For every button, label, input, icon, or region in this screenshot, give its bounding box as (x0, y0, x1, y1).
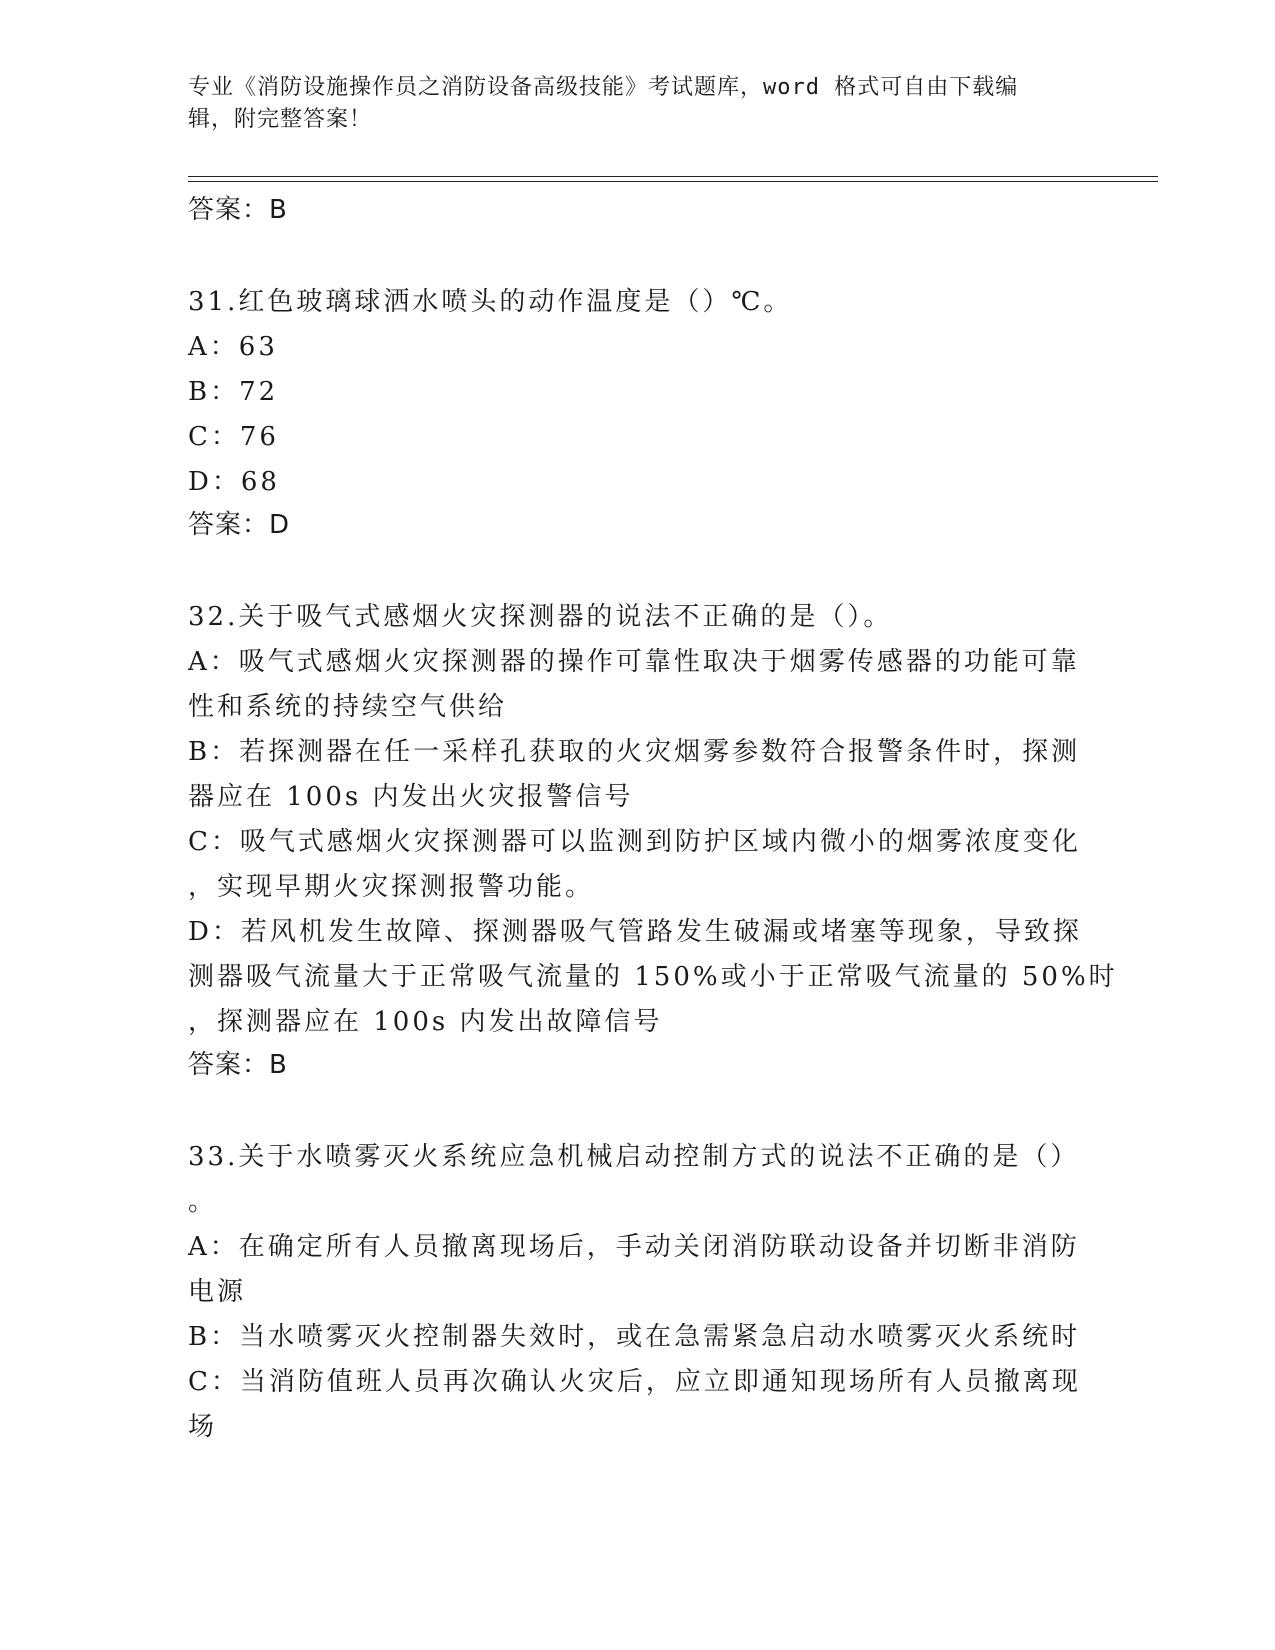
option-line: C：当消防值班人员再次确认火灾后，应立即通知现场所有人员撤离现 (188, 1367, 1081, 1397)
spacer (188, 235, 1078, 280)
option-d (188, 910, 1118, 1045)
option-a (188, 1225, 1078, 1315)
question-list (188, 190, 1118, 1450)
question-31 (188, 280, 1078, 550)
option-line: B：当水喷雾灭火控制器失效时，或在急需紧急启动水喷雾灭火系统时 (188, 1322, 1081, 1352)
option-b (188, 730, 1081, 820)
option-a (188, 640, 1078, 730)
spacer (188, 550, 1078, 595)
option-line: B：若探测器在任一采样孔获取的火灾烟雾参数符合报警条件时，探测 (188, 737, 1081, 767)
option-line: A：在确定所有人员撤离现场后，手动关闭消防联动设备并切断非消防 (188, 1232, 1080, 1262)
question-stem: 33.关于水喷雾灭火系统应急机械启动控制方式的说法不正确的是（） (188, 1142, 1080, 1172)
header-line-1: 专业《消防设施操作员之消防设备高级技能》考试题库，word 格式可自由下载编 (188, 75, 1019, 100)
option-line: ，探测器应在 100s 内发出故障信号 (188, 1007, 663, 1037)
option-a: A：63 (188, 332, 278, 362)
option-line: 电源 (188, 1277, 247, 1307)
spacer (188, 1090, 1078, 1135)
page-header (188, 72, 1068, 136)
option-line: 测器吸气流量大于正常吸气流量的 150%或小于正常吸气流量的 50%时 (188, 962, 1118, 992)
question-33 (188, 1135, 1081, 1450)
question-stem: 。 (188, 1187, 218, 1217)
option-line: A：吸气式感烟火灾探测器的操作可靠性取决于烟雾传感器的功能可靠 (188, 647, 1080, 677)
header-divider (188, 176, 1158, 182)
option-d: D：68 (188, 467, 280, 497)
question-stem: 31.红色玻璃球洒水喷头的动作温度是（）℃。 (188, 287, 793, 317)
answer: 答案：D (188, 510, 291, 540)
option-line: C：吸气式感烟火灾探测器可以监测到防护区域内微小的烟雾浓度变化 (188, 827, 1081, 857)
option-c: C：76 (188, 422, 279, 452)
option-line: D：若风机发生故障、探测器吸气管路发生破漏或堵塞等现象，导致探 (188, 917, 1082, 947)
answer: 答案：B (188, 1050, 288, 1080)
option-line: 场 (188, 1412, 218, 1442)
option-line: 性和系统的持续空气供给 (188, 692, 508, 722)
question-32 (188, 595, 1118, 1090)
option-line: ，实现早期火灾探测报警功能。 (188, 872, 595, 902)
option-line: 器应在 100s 内发出火灾报警信号 (188, 782, 634, 812)
option-c (188, 820, 1081, 910)
option-c (188, 1360, 1081, 1450)
header-line-2: 辑，附完整答案！ (188, 107, 373, 132)
option-b (188, 1315, 1081, 1360)
question-stem: 32.关于吸气式感烟火灾探测器的说法不正确的是（）。 (188, 602, 893, 632)
option-b: B：72 (188, 377, 279, 407)
previous-answer: 答案：B (188, 195, 288, 225)
